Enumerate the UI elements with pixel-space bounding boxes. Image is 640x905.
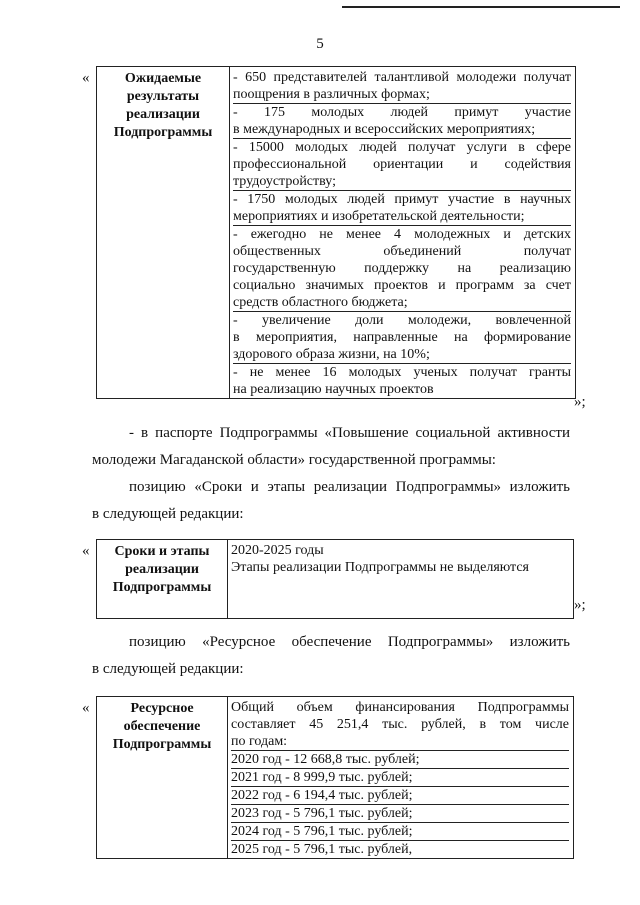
result-item: - увеличение доли молодежи, вовлеченной в мероприятия, направленные на формирование здорового образа жизни, на 10%; <box>233 313 571 362</box>
open-quote-3: « <box>82 700 90 716</box>
resources-table <box>96 696 574 859</box>
terms-content: 2020-2025 годы Этапы реализации Подпрограммы не выделяются <box>228 540 574 619</box>
resources-heading: Ресурсное обеспечение Подпрограммы <box>97 697 228 859</box>
paragraph-passport: - в паспорте Подпрограммы «Повышение социальной активности <box>129 425 570 441</box>
close-quote-2: »; <box>574 597 586 613</box>
funding-intro: Общий объем финансирования Подпрограммы составляет 45 251,4 тыс. рублей, в том числе по годам: <box>231 700 569 749</box>
result-item: - 15000 молодых людей получат услуги в сфере профессиональной ориентации и содействия трудоустройству; <box>233 140 571 189</box>
paragraph-resources-instruction-cont: в следующей редакции: <box>92 661 244 677</box>
result-item: - 650 представителей талантливой молодежи получат поощрения в различных формах; <box>233 70 571 102</box>
expected-results-list <box>230 67 576 399</box>
result-item: - 1750 молодых людей примут участие в научных мероприятиях и изобретательской деятельности; <box>233 192 571 224</box>
funding-year-row: 2025 год - 5 796,1 тыс. рублей, <box>231 842 413 857</box>
funding-year-row: 2024 год - 5 796,1 тыс. рублей; <box>231 823 569 841</box>
result-item: - 175 молодых людей примут участие в международных и всероссийских мероприятиях; <box>233 105 571 137</box>
expected-results-heading: Ожидаемые результаты реализации Подпрограммы <box>97 67 230 399</box>
expected-results-table <box>96 66 576 399</box>
top-border-line <box>342 6 620 8</box>
paragraph-terms-instruction: позицию «Сроки и этапы реализации Подпрограммы» изложить <box>129 479 570 495</box>
paragraph-terms-instruction-cont: в следующей редакции: <box>92 506 244 522</box>
close-quote-1: »; <box>574 394 586 410</box>
funding-year-row: 2020 год - 12 668,8 тыс. рублей; <box>231 751 569 769</box>
open-quote-1: « <box>82 70 90 86</box>
terms-heading: Сроки и этапы реализации Подпрограммы <box>97 540 228 619</box>
open-quote-2: « <box>82 543 90 559</box>
paragraph-resources-instruction: позицию «Ресурсное обеспечение Подпрограммы» изложить <box>129 634 570 650</box>
terms-table <box>96 539 574 619</box>
result-item: - ежегодно не менее 4 молодежных и детских общественных объединений получат государственную поддержку на реализацию социально значимых проектов и программ за счет средств областного бюджета; <box>233 227 571 310</box>
funding-year-row: 2021 год - 8 999,9 тыс. рублей; <box>231 769 569 787</box>
resources-content <box>228 697 574 859</box>
page-number: 5 <box>316 36 324 52</box>
paragraph-passport-cont: молодежи Магаданской области» государственной программы: <box>92 452 496 468</box>
result-item: - не менее 16 молодых ученых получат гранты на реализацию научных проектов <box>233 365 571 397</box>
funding-year-row: 2023 год - 5 796,1 тыс. рублей; <box>231 805 569 823</box>
funding-year-row: 2022 год - 6 194,4 тыс. рублей; <box>231 787 569 805</box>
